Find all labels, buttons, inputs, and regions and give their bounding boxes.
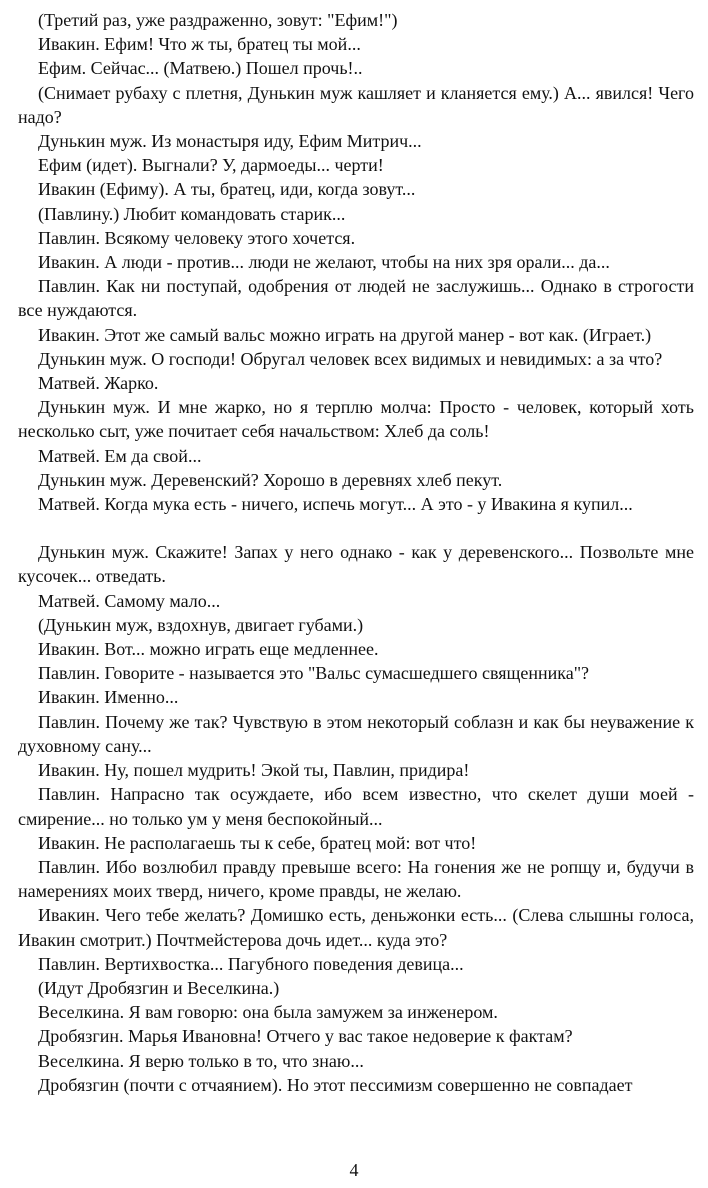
paragraph: Павлин. Говорите - называется это "Вальс сумасшедшего священника"? [38, 663, 590, 684]
paragraph: (Павлину.) Любит командовать старик... [38, 203, 346, 224]
paragraph: Павлин. Напрасно так осуждаете, ибо всем известно, что скелет души моей - смирение... но только ум у меня беспокойный... [18, 784, 694, 829]
paragraph: Матвей. Жарко. [38, 373, 159, 394]
paragraph: Ефим (идет). Выгнали? У, дармоеды... черти! [38, 155, 384, 176]
paragraph: Павлин. Всякому человеку этого хочется. [38, 227, 356, 248]
paragraph: Дунькин муж. О господи! Обругал человек всех видимых и невидимых: а за что? [38, 348, 663, 369]
page-number: 4 [349, 1160, 359, 1180]
paragraph: Матвей. Ем да свой... [38, 445, 202, 466]
paragraph: Ивакин. Ефим! Что ж ты, братец ты мой... [38, 34, 361, 55]
paragraph: Ивакин. Вот... можно играть еще медленнее. [38, 639, 379, 660]
paragraph: Ивакин. Этот же самый вальс можно играть на другой манер - вот как. (Играет.) [38, 324, 652, 345]
paragraph: Ефим. Сейчас... (Матвею.) Пошел прочь!.. [38, 58, 363, 79]
paragraph: Ивакин. А люди - против... люди не желают, чтобы на них зря орали... да... [38, 252, 610, 273]
paragraph: Дунькин муж. Из монастыря иду, Ефим Митрич... [38, 131, 422, 152]
paragraph: (Дунькин муж, вздохнув, двигает губами.) [38, 614, 364, 635]
paragraph: (Снимает рубаху с плетня, Дунькин муж кашляет и кланяется ему.) А... явился! Чего надо? [18, 82, 694, 127]
paragraph: Дунькин муж. Скажите! Запах у него однако - как у деревенского... Позвольте мне кусочек... отведать. [18, 542, 694, 587]
paragraph: Павлин. Вертихвостка... Пагубного поведения девица... [38, 953, 464, 974]
paragraph: Ивакин. Не располагаешь ты к себе, братец мой: вот что! [38, 832, 477, 853]
paragraph: Матвей. Самому мало... [38, 590, 221, 611]
paragraph: Дунькин муж. Деревенский? Хорошо в деревнях хлеб пекут. [38, 469, 503, 490]
paragraph: Дробязгин (почти с отчаянием). Но этот пессимизм совершенно не совпадает [38, 1074, 633, 1095]
paragraph: Ивакин. Ну, пошел мудрить! Экой ты, Павлин, придира! [38, 760, 470, 781]
paragraph: Ивакин. Чего тебе желать? Домишко есть, деньжонки есть... (Слева слышны голоса, Ивакин смотрит.) Почтмейстерова дочь идет... куда это? [18, 905, 694, 950]
paragraph: Павлин. Как ни поступай, одобрения от людей не заслужишь... Однако в строгости все нуждаются. [18, 276, 694, 321]
paragraph: (Третий раз, уже раздраженно, зовут: "Ефим!") [38, 10, 398, 30]
paragraph: Павлин. Ибо возлюбил правду превыше всего: На гонения же не ропщу и, будучи в намерениях моих тверд, ничего, кроме правды, не желаю. [18, 856, 694, 902]
paragraph: Веселкина. Я верю только в то, что знаю... [38, 1050, 364, 1071]
play-text-body [18, 8, 694, 1097]
paragraph: Павлин. Почему же так? Чувствую в этом некоторый соблазн и как бы неуважение к духовному сану... [18, 711, 694, 756]
paragraph: Дробязгин. Марья Ивановна! Отчего у вас такое недоверие к фактам? [38, 1026, 573, 1047]
paragraph: Матвей. Когда мука есть - ничего, испечь могут... А это - у Ивакина я купил... [38, 494, 633, 515]
paragraph: Дунькин муж. И мне жарко, но я терплю молча: Просто - человек, который хоть несколько сыт, уже почитает себя начальством: Хлеб да соль! [18, 397, 694, 442]
paragraph: (Идут Дробязгин и Веселкина.) [38, 977, 280, 998]
paragraph: Ивакин (Ефиму). А ты, братец, иди, когда зовут... [38, 179, 416, 200]
paragraph: Веселкина. Я вам говорю: она была замужем за инженером. [38, 1002, 498, 1023]
paragraph: Ивакин. Именно... [38, 687, 179, 708]
